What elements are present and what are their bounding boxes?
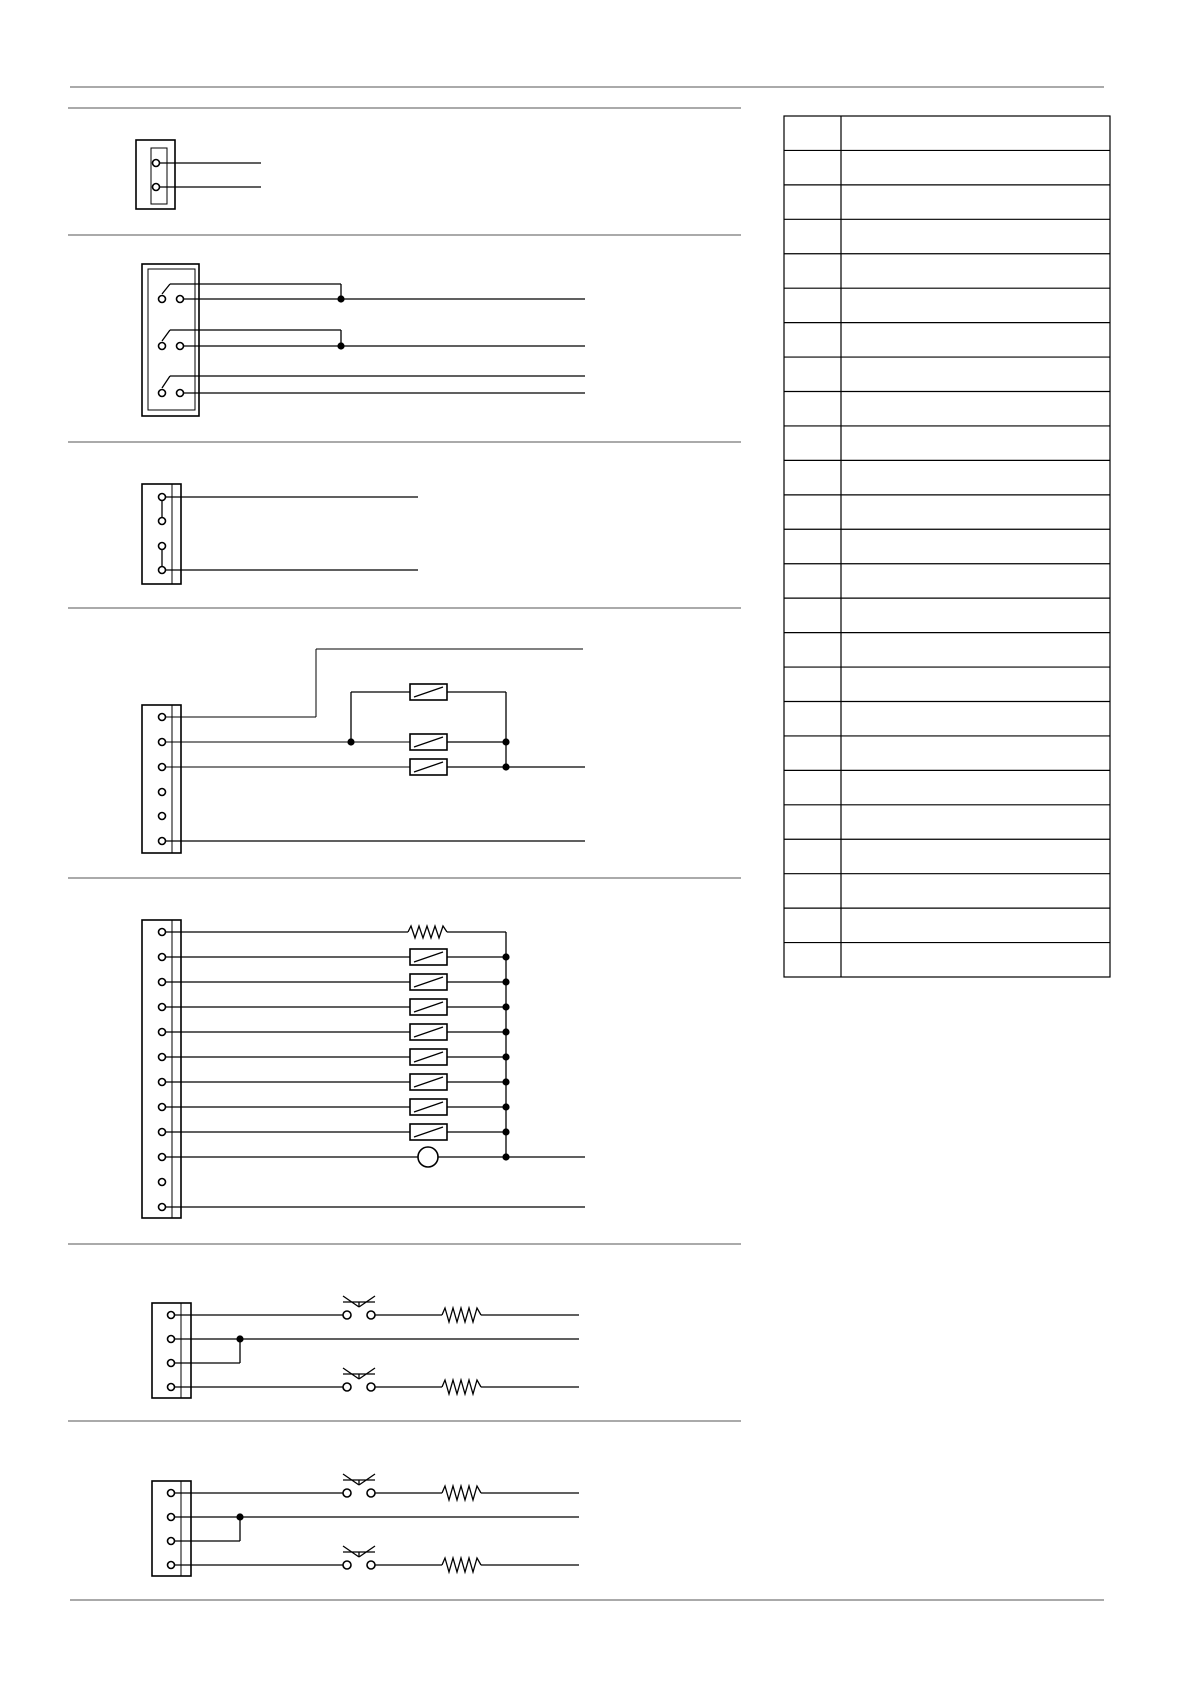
pin	[159, 567, 166, 574]
section-2-pin-connector	[136, 140, 261, 209]
pin	[153, 160, 160, 167]
coil	[410, 759, 447, 775]
pin	[159, 343, 166, 350]
pin	[159, 1029, 166, 1036]
coil	[410, 1074, 447, 1090]
coil	[410, 949, 447, 965]
section-3-switch-connector	[142, 264, 585, 416]
connector-body	[142, 705, 181, 853]
coil	[410, 974, 447, 990]
section-4-pin-bridged-connector	[142, 484, 418, 584]
pin	[159, 714, 166, 721]
pin	[159, 1079, 166, 1086]
pin	[159, 1179, 166, 1186]
pin	[168, 1360, 175, 1367]
pin	[159, 789, 166, 796]
pin	[159, 1129, 166, 1136]
pin	[159, 929, 166, 936]
pin	[159, 543, 166, 550]
pin	[159, 494, 166, 501]
pin	[168, 1312, 175, 1319]
legend-table	[784, 116, 1110, 977]
section-6-pin-coil-connector	[142, 649, 585, 853]
pin	[168, 1562, 175, 1569]
pushbutton	[343, 1546, 375, 1569]
pin	[159, 739, 166, 746]
pin	[159, 296, 166, 303]
coil-rows	[162, 957, 506, 1132]
coil	[410, 684, 447, 700]
pushbutton	[343, 1368, 375, 1391]
pin	[177, 296, 184, 303]
pin	[159, 1204, 166, 1211]
pin	[153, 184, 160, 191]
coil	[410, 999, 447, 1015]
resistor	[442, 1486, 481, 1500]
pin	[177, 390, 184, 397]
pushbutton	[343, 1296, 375, 1319]
pin	[168, 1514, 175, 1521]
pin	[177, 343, 184, 350]
pin	[159, 1054, 166, 1061]
pin	[159, 813, 166, 820]
pin	[159, 979, 166, 986]
coil	[410, 734, 447, 750]
pin	[159, 518, 166, 525]
pushbutton	[343, 1474, 375, 1497]
lamp	[418, 1147, 438, 1167]
resistor	[442, 1558, 481, 1572]
connector-body	[142, 920, 181, 1218]
coil	[410, 1099, 447, 1115]
section-12-pin-coil-connector	[142, 920, 585, 1218]
pin	[159, 764, 166, 771]
connector-body	[136, 140, 175, 209]
section-4-pin-pushbutton-connector-b	[152, 1474, 579, 1576]
pin	[159, 390, 166, 397]
section-4-pin-pushbutton-connector-a	[152, 1296, 579, 1398]
pin	[168, 1384, 175, 1391]
coil	[410, 1049, 447, 1065]
pin	[168, 1336, 175, 1343]
pin	[168, 1490, 175, 1497]
resistor	[442, 1380, 481, 1394]
pin	[159, 1154, 166, 1161]
pin	[168, 1538, 175, 1545]
coil	[410, 1124, 447, 1140]
resistor	[442, 1308, 481, 1322]
coil	[410, 1024, 447, 1040]
pin	[159, 954, 166, 961]
resistor	[408, 926, 447, 938]
pin	[159, 1004, 166, 1011]
pin	[159, 1104, 166, 1111]
pin	[159, 838, 166, 845]
